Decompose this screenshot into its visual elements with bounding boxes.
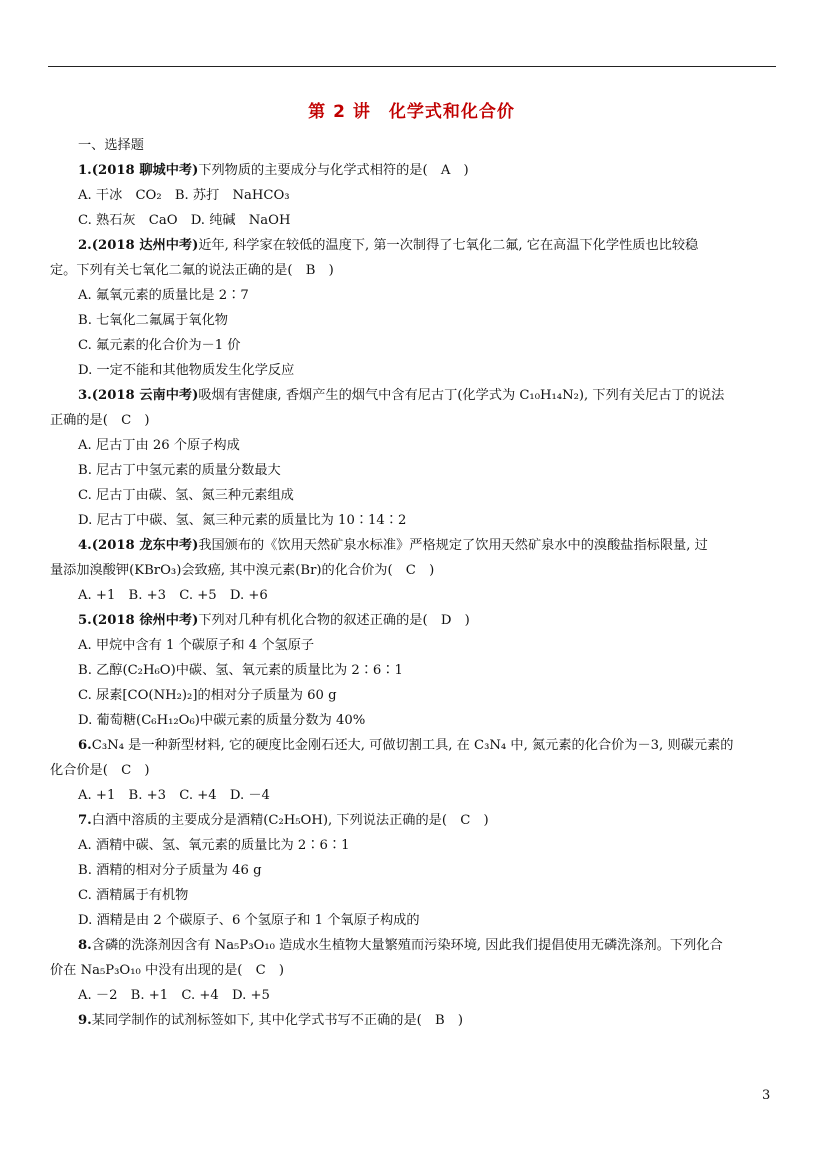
option-line: A. 氟氧元素的质量比是 2∶7 bbox=[78, 288, 249, 303]
question-number: 5. bbox=[78, 613, 92, 628]
option-line: D. 一定不能和其他物质发生化学反应 bbox=[78, 363, 295, 378]
question-4 bbox=[50, 533, 777, 558]
option-line: B. 尼古丁中氢元素的质量分数最大 bbox=[78, 463, 281, 478]
question-source: (2018 龙东中考) bbox=[91, 538, 199, 553]
option-line: D. 葡萄糖(C₆H₁₂O₆)中碳元素的质量分数为 40% bbox=[78, 713, 366, 728]
question-stem: 我国颁布的《饮用天然矿泉水标准》严格规定了饮用天然矿泉水中的溴酸盐指标限量, 过 bbox=[198, 538, 708, 553]
option-line: A. 甲烷中含有 1 个碳原子和 4 个氢原子 bbox=[78, 638, 315, 653]
document-body bbox=[50, 133, 777, 1033]
question-number: 3. bbox=[78, 388, 92, 403]
option-line: A. 酒精中碳、氢、氧元素的质量比为 2∶6∶1 bbox=[78, 838, 350, 853]
question-source: (2018 达州中考) bbox=[91, 238, 199, 253]
question-number: 2. bbox=[78, 238, 92, 253]
question-stem-continued: 正确的是( C ) bbox=[50, 413, 150, 428]
option-line: A. 尼古丁由 26 个原子构成 bbox=[78, 438, 240, 453]
question-stem: 某同学制作的试剂标签如下, 其中化学式书写不正确的是( B ) bbox=[91, 1013, 464, 1028]
page-number: 3 bbox=[762, 1088, 771, 1103]
option-line: B. 酒精的相对分子质量为 46 g bbox=[78, 863, 262, 878]
question-number: 6. bbox=[78, 738, 92, 753]
question-stem-continued: 价在 Na₅P₃O₁₀ 中没有出现的是( C ) bbox=[50, 963, 285, 978]
question-7 bbox=[50, 808, 777, 833]
question-2 bbox=[50, 233, 777, 258]
question-stem: 含磷的洗涤剂因含有 Na₅P₃O₁₀ 造成水生植物大量繁殖而污染环境, 因此我们提倡使用无磷洗涤剂。下列化合 bbox=[91, 938, 723, 953]
question-stem: 下列对几种有机化合物的叙述正确的是( D ) bbox=[198, 613, 470, 628]
question-1 bbox=[50, 158, 777, 183]
question-stem: 近年, 科学家在较低的温度下, 第一次制得了七氧化二氟, 它在高温下化学性质也比较稳 bbox=[198, 238, 699, 253]
question-stem: 下列物质的主要成分与化学式相符的是( A ) bbox=[198, 163, 469, 178]
option-line: B. 七氧化二氟属于氧化物 bbox=[78, 313, 228, 328]
option-line: C. 尼古丁由碳、氢、氮三种元素组成 bbox=[78, 488, 294, 503]
option-line: C. 酒精属于有机物 bbox=[78, 888, 189, 903]
question-3 bbox=[50, 383, 777, 408]
question-5 bbox=[50, 608, 777, 633]
option-line: B. 乙醇(C₂H₆O)中碳、氢、氧元素的质量比为 2∶6∶1 bbox=[78, 663, 403, 678]
question-stem: C₃N₄ 是一种新型材料, 它的硬度比金刚石还大, 可做切割工具, 在 C₃N₄ 中, 氮元素的化合价为－3, 则碳元素的 bbox=[91, 738, 734, 753]
question-stem-continued: 量添加溴酸钾(KBrO₃)会致癌, 其中溴元素(Br)的化合价为( C ) bbox=[50, 563, 435, 578]
option-line: C. 氟元素的化合价为－1 价 bbox=[78, 338, 241, 353]
option-line: D. 尼古丁中碳、氢、氮三种元素的质量比为 10∶14∶2 bbox=[78, 513, 407, 528]
question-number: 8. bbox=[78, 938, 92, 953]
option-line: D. 酒精是由 2 个碳原子、6 个氢原子和 1 个氧原子构成的 bbox=[78, 913, 420, 928]
question-stem: 白酒中溶质的主要成分是酒精(C₂H₅OH), 下列说法正确的是( C ) bbox=[91, 813, 489, 828]
question-number: 9. bbox=[78, 1013, 92, 1028]
question-number: 1. bbox=[78, 163, 92, 178]
option-line: C. 熟石灰 CaO D. 纯碱 NaOH bbox=[78, 213, 291, 228]
question-9 bbox=[50, 1008, 777, 1033]
option-line: A. +1 B. +3 C. +5 D. +6 bbox=[78, 588, 268, 603]
option-line: A. 干冰 CO₂ B. 苏打 NaHCO₃ bbox=[78, 188, 290, 203]
question-source: (2018 聊城中考) bbox=[91, 163, 199, 178]
question-8 bbox=[50, 933, 777, 958]
option-line: A. －2 B. +1 C. +4 D. +5 bbox=[78, 988, 270, 1003]
option-line: C. 尿素[CO(NH₂)₂]的相对分子质量为 60 g bbox=[78, 688, 337, 703]
header-rule bbox=[48, 66, 776, 67]
page-title: 第 2 讲 化学式和化合价 bbox=[308, 102, 515, 122]
option-line: A. +1 B. +3 C. +4 D. －4 bbox=[78, 788, 270, 803]
question-6 bbox=[50, 733, 777, 758]
question-stem: 吸烟有害健康, 香烟产生的烟气中含有尼古丁(化学式为 C₁₀H₁₄N₂), 下列有关尼古丁的说法 bbox=[198, 388, 725, 403]
question-number: 4. bbox=[78, 538, 92, 553]
question-stem-continued: 化合价是( C ) bbox=[50, 763, 150, 778]
question-source: (2018 云南中考) bbox=[91, 388, 199, 403]
section-heading: 一、选择题 bbox=[78, 138, 144, 153]
question-source: (2018 徐州中考) bbox=[91, 613, 199, 628]
question-number: 7. bbox=[78, 813, 92, 828]
question-stem-continued: 定。下列有关七氧化二氟的说法正确的是( B ) bbox=[50, 263, 334, 278]
